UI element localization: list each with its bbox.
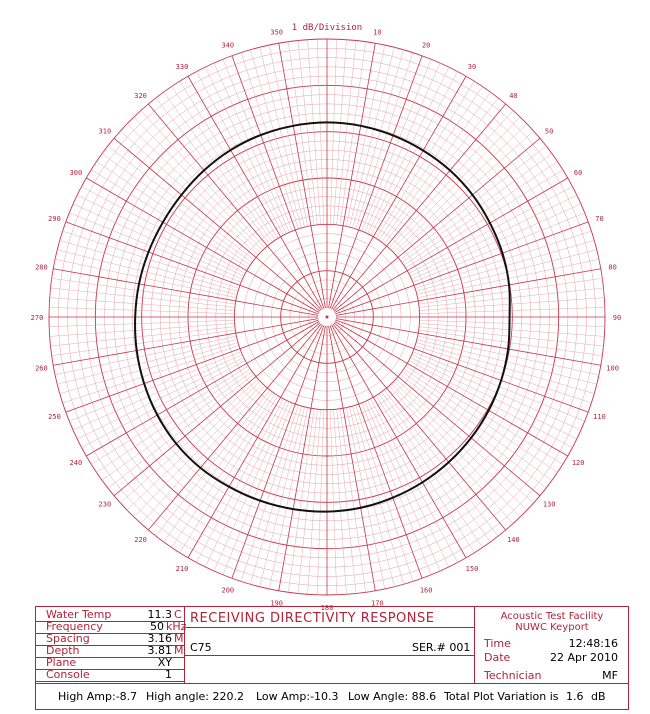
angle-tick-label: 220	[134, 536, 147, 545]
grid-spoke	[396, 379, 534, 503]
water-temp-value: 11.3	[120, 608, 172, 622]
console-value: 1	[120, 668, 172, 682]
grid-spoke	[91, 170, 248, 268]
grid-spoke	[410, 195, 577, 276]
grid-spoke	[260, 47, 305, 227]
water-temp-label: Water Temp	[46, 608, 112, 621]
grid-spoke	[381, 92, 490, 242]
model-number: C75	[190, 641, 212, 654]
frequency-label: Frequency	[46, 620, 103, 633]
grid-spoke	[376, 396, 474, 553]
grid-spoke	[77, 358, 244, 439]
grid-spoke	[368, 400, 449, 567]
grid-spoke	[51, 288, 235, 307]
angle-tick-label: 80	[608, 263, 617, 272]
grid-spoke	[82, 361, 246, 448]
depth-value: 3.81	[120, 644, 172, 658]
angle-tick-label: 70	[595, 214, 604, 223]
angle-tick-label: 10	[373, 28, 382, 37]
angle-tick-label: 240	[69, 459, 83, 467]
plane-value: XY	[120, 656, 172, 670]
grid-spoke	[52, 278, 236, 304]
angle-tick-label: 190	[270, 599, 283, 608]
grid-spoke	[102, 154, 252, 263]
angle-tick-label: 280	[35, 263, 48, 272]
facility-line-2: NUWC Keyport	[515, 622, 589, 633]
time-value: 12:48:16	[568, 637, 618, 650]
grid-spoke	[77, 195, 244, 276]
angle-tick-label: 300	[69, 169, 83, 177]
angle-tick-label: 160	[419, 586, 433, 595]
angle-tick-label: 110	[593, 413, 606, 422]
facility-block	[474, 607, 630, 683]
total-variation-value: 1.6	[566, 690, 584, 703]
grid-spoke	[409, 361, 573, 448]
grid-spoke	[340, 42, 366, 226]
angle-tick-label: 130	[542, 500, 556, 509]
grid-spoke	[288, 409, 314, 593]
grid-spoke	[298, 409, 317, 593]
high-amp: High Amp:-8.7	[58, 690, 138, 703]
angle-tick-label: 290	[48, 214, 61, 223]
grid-spoke	[419, 288, 603, 307]
spacing-value: 3.16	[120, 632, 172, 646]
total-variation-label: Total Plot Variation is	[444, 690, 559, 703]
frequency-value: 50	[120, 620, 164, 634]
grid-spoke	[406, 366, 563, 464]
grid-spoke	[260, 407, 305, 587]
grid-spoke	[406, 170, 563, 268]
low-amp: Low Amp:-10.3	[256, 690, 339, 703]
angle-tick-label: 30	[467, 62, 477, 71]
grid-spoke	[82, 186, 246, 273]
angle-tick-label: 60	[573, 169, 583, 177]
grid-spoke	[368, 67, 449, 234]
angle-tick-label: 120	[571, 459, 585, 467]
spacing-unit: M	[174, 632, 184, 645]
grid-spoke	[337, 409, 356, 593]
angle-tick-label: 20	[421, 41, 431, 50]
grid-spoke	[381, 392, 490, 542]
grid-spoke	[91, 366, 248, 464]
angle-tick-label: 170	[371, 599, 384, 608]
depth-unit: M	[174, 644, 184, 657]
water-temp-unit: C	[174, 608, 182, 621]
grid-spoke	[298, 41, 317, 225]
grid-spoke	[57, 339, 237, 384]
angle-tick-label: 180	[320, 604, 334, 612]
grid-spoke	[180, 396, 278, 553]
model-divider	[184, 655, 474, 656]
facility-name	[474, 611, 630, 633]
grid-spoke	[389, 386, 513, 524]
depth-label: Depth	[46, 644, 80, 657]
date-label: Date	[484, 651, 511, 664]
grid-spoke	[389, 110, 513, 248]
spacing-label: Spacing	[46, 632, 90, 645]
angle-tick-label: 250	[48, 413, 61, 422]
grid-spoke	[180, 81, 278, 238]
console-label: Console	[46, 668, 90, 681]
test-parameters	[36, 607, 185, 683]
grid-spoke	[120, 131, 258, 255]
angular-tick-labels	[31, 28, 622, 612]
angle-tick-label: 310	[98, 127, 112, 136]
grid-spoke	[196, 72, 283, 236]
grid-spoke	[340, 409, 366, 593]
angle-tick-label: 150	[465, 565, 479, 574]
serial-number: SER.# 001	[412, 641, 471, 654]
grid-spoke	[164, 92, 273, 242]
angle-tick-label: 40	[509, 91, 518, 100]
chart-title: 1 dB/Division	[291, 23, 363, 33]
console-row	[36, 669, 184, 682]
technician-label: Technician	[484, 669, 542, 682]
angle-tick-label: 230	[98, 500, 112, 509]
report-title-block	[184, 607, 475, 683]
angle-tick-label: 270	[30, 314, 44, 322]
grid-spoke	[288, 42, 314, 226]
grid-spoke	[371, 399, 458, 563]
time-label: Time	[484, 637, 511, 650]
frequency-unit: kHz	[166, 620, 187, 633]
angle-tick-label: 50	[544, 127, 554, 136]
grid-spoke	[376, 81, 474, 238]
grid-spoke	[402, 371, 552, 480]
date-value: 22 Apr 2010	[549, 651, 618, 664]
grid-spoke	[196, 399, 283, 563]
angle-tick-label: 350	[270, 28, 283, 37]
grid-spoke	[102, 371, 252, 480]
angle-tick-label: 100	[606, 364, 619, 373]
summary-footer	[36, 683, 628, 710]
angle-tick-label: 90	[612, 314, 622, 322]
angle-tick-label: 320	[134, 91, 147, 100]
grid-spoke	[402, 154, 552, 263]
grid-spoke	[141, 386, 265, 524]
angle-tick-label: 260	[35, 364, 48, 373]
grid-spoke	[51, 327, 235, 346]
grid-spoke	[371, 72, 458, 236]
grid-spoke	[164, 392, 273, 542]
test-info-panel	[35, 606, 629, 710]
grid-spoke	[396, 131, 534, 255]
technician-value: MF	[602, 669, 618, 682]
report-title: RECEIVING DIRECTIVITY RESPONSE	[190, 611, 435, 626]
high-angle: High angle: 220.2	[146, 690, 244, 703]
facility-line-1: Acoustic Test Facility	[500, 611, 604, 622]
angle-tick-label: 200	[221, 586, 235, 595]
grid-spoke	[419, 327, 603, 346]
center-point	[326, 316, 329, 319]
grid-spoke	[205, 400, 286, 567]
plane-label: Plane	[46, 656, 77, 669]
grid-spoke	[419, 330, 603, 356]
grid-spoke	[409, 186, 573, 273]
angle-tick-label: 210	[175, 565, 189, 574]
grid-spoke	[337, 41, 356, 225]
grid-spoke	[349, 47, 394, 227]
angle-tick-label: 340	[221, 41, 235, 50]
grid-spoke	[52, 330, 236, 356]
grid-spoke	[349, 407, 394, 587]
total-variation-unit: dB	[591, 690, 606, 703]
grid-spoke	[120, 379, 258, 503]
angle-tick-label: 140	[507, 536, 520, 545]
angle-tick-label: 330	[175, 62, 189, 71]
title-divider	[184, 627, 474, 628]
grid-spoke	[205, 67, 286, 234]
low-angle: Low Angle: 88.6	[348, 690, 437, 703]
